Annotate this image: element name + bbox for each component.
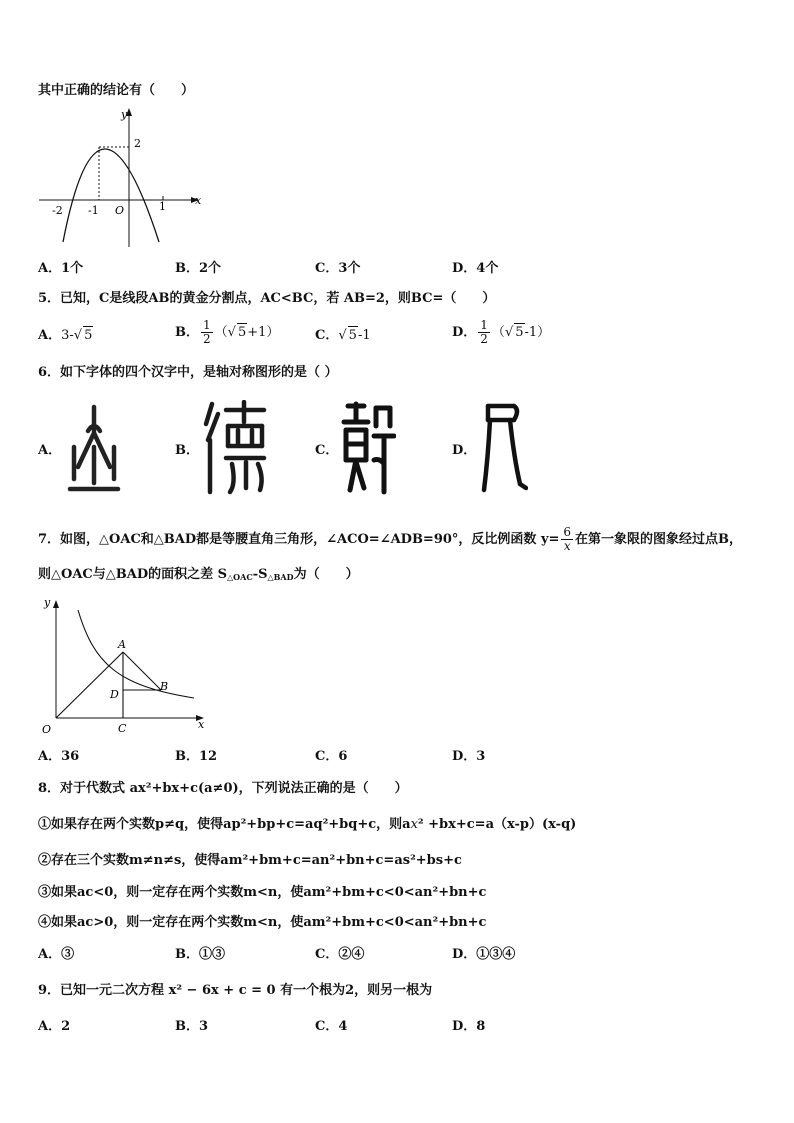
q9-option-b[interactable]: B．3 — [175, 1019, 209, 1034]
q7-line2-pre: 则△OAC与△BAD的面积之差 S — [38, 567, 228, 582]
q5-d-label: D． — [452, 325, 477, 340]
q5-b-rad: 5 — [237, 325, 247, 340]
q8-statement-4: ④如果ac>0，则一定存在两个实数m<n，使am²+bm+c<0<an²+bn+c — [38, 915, 487, 930]
graph2-point-d: D — [110, 688, 119, 701]
q5-d-open: （ — [491, 325, 505, 340]
q5-stem: 5．已知，C是线段AB的黄金分割点，AC<BC，若 AB=2，则BC=（ ） — [38, 291, 496, 306]
q4-option-b[interactable]: B．2个 — [175, 261, 222, 276]
q7-line1-pre: 7．如图，△OAC和△BAD都是等腰直角三角形，∠ACO=∠ADB=90°，反比例函数 y= — [38, 532, 560, 547]
graph1-origin: O — [115, 204, 125, 217]
q5-d-den: 2 — [480, 332, 488, 346]
q7-option-a[interactable]: A．36 — [38, 749, 80, 764]
triangle-hyperbola-graph — [38, 594, 208, 739]
graph1-x-label: x — [195, 194, 202, 207]
q5-b-tail: +1） — [247, 325, 280, 340]
graph2-point-a: A — [118, 638, 126, 651]
graph2-point-b: B — [160, 680, 169, 693]
q8-option-d[interactable]: D．①③④ — [452, 947, 516, 962]
q4-option-c[interactable]: C．3个 — [315, 261, 361, 276]
q7-option-b[interactable]: B．12 — [175, 749, 218, 764]
q5-b-open: （ — [214, 325, 228, 340]
q9-option-c[interactable]: C．4 — [315, 1019, 348, 1034]
seal-glyph-d-image — [480, 398, 528, 496]
q9-option-d[interactable]: D．8 — [452, 1019, 486, 1034]
q8-option-b[interactable]: B．①③ — [175, 947, 225, 962]
q8-statement-3: ③如果ac<0，则一定存在两个实数m<n，使am²+bm+c<0<an²+bn+c — [38, 885, 487, 900]
q9-stem: 9．已知一元二次方程 x² − 6x + c = 0 有一个根为2，则另一根为 — [38, 983, 433, 998]
q5-b-fraction — [201, 319, 213, 346]
q9-option-a[interactable]: A．2 — [38, 1019, 71, 1034]
q4-stem-tail: 其中正确的结论有（ ） — [38, 83, 195, 98]
q6-option-d[interactable]: D． — [452, 443, 477, 458]
q5-b-den: 2 — [203, 332, 211, 346]
q5-a-pre: 3- — [61, 328, 74, 343]
q5-b-num: 1 — [203, 318, 211, 332]
parabola-graph — [35, 104, 205, 249]
q6-option-c[interactable]: C． — [315, 443, 339, 458]
q7-option-d[interactable]: D．3 — [452, 749, 486, 764]
graph2-x-label: x — [198, 718, 205, 731]
q5-d-rad: 5 — [515, 325, 524, 340]
q8-statement-1 — [38, 816, 576, 834]
graph2-point-c: C — [118, 722, 127, 735]
q5-c-rad: 5 — [348, 328, 357, 343]
q8-statement-2: ②存在三个实数m≠n≠s，使得am²+bm+c=an²+bn+c=as²+bs+c — [38, 853, 462, 868]
q5-c-label: C． — [315, 328, 339, 343]
q7-sub2: △BAD — [267, 572, 294, 582]
graph1-tick-p1: 1 — [159, 200, 166, 213]
q4-option-d[interactable]: D．4个 — [452, 261, 499, 276]
q4-option-a[interactable]: A．1个 — [38, 261, 84, 276]
graph1-val2: 2 — [134, 137, 141, 150]
q5-option-c[interactable] — [315, 326, 371, 345]
seal-glyph-b-image — [202, 400, 268, 496]
q5-d-fraction — [478, 319, 490, 346]
q8-s1-pre: ①如果存在两个实数p≠q，使得ap²+bp+c=aq²+bq+c，则a — [38, 817, 411, 832]
q5-a-rad: 5 — [84, 328, 93, 343]
q6-stem: 6．如下字体的四个汉字中，是轴对称图形的是（ ） — [38, 365, 338, 380]
q8-option-a[interactable]: A．③ — [38, 947, 75, 962]
q7-fraction — [561, 526, 573, 553]
seal-glyph-a-image — [64, 403, 124, 495]
sqrt-symbol: √ — [227, 325, 236, 340]
q7-frac-num: 6 — [563, 525, 572, 539]
q6-option-a[interactable]: A． — [38, 443, 62, 458]
q6-option-b[interactable]: B． — [175, 443, 199, 458]
q5-b-label: B． — [175, 325, 199, 340]
q7-stem-line2 — [38, 566, 359, 586]
q7-line2-post: 为（ ） — [293, 567, 359, 582]
q7-stem-line1 — [38, 526, 742, 553]
q7-dash: -S — [252, 567, 268, 582]
q8-option-c[interactable]: C．②④ — [315, 947, 365, 962]
q5-option-a[interactable] — [38, 326, 93, 345]
q7-sub1: △OAC — [227, 572, 253, 582]
q5-d-tail: -1） — [524, 325, 551, 340]
q5-c-tail: -1 — [357, 328, 371, 343]
q5-option-b[interactable] — [175, 319, 279, 346]
q8-s1-post: ² +bx+c=a（x-p）(x-q) — [417, 817, 577, 832]
graph1-tick-m2: -2 — [52, 204, 63, 217]
sqrt-symbol: √ — [504, 325, 514, 340]
graph2-origin: O — [42, 723, 52, 736]
q7-frac-den: x — [563, 539, 571, 553]
sqrt-symbol: √ — [73, 328, 83, 343]
graph1-tick-m1: -1 — [88, 204, 99, 217]
q7-option-c[interactable]: C．6 — [315, 749, 348, 764]
q5-d-num: 1 — [480, 318, 488, 332]
q5-option-d[interactable] — [452, 319, 550, 346]
q5-a-label: A． — [38, 328, 62, 343]
graph1-y-label: y — [121, 108, 128, 121]
q8-s1-x: x — [410, 817, 418, 832]
q8-stem: 8．对于代数式 ax²+bx+c(a≠0)，下列说法正确的是（ ） — [38, 781, 408, 796]
graph2-y-label: y — [44, 596, 51, 609]
q7-line1-post: 在第一象限的图象经过点B， — [575, 532, 743, 547]
seal-glyph-c-image — [340, 400, 396, 496]
sqrt-symbol: √ — [338, 328, 347, 343]
